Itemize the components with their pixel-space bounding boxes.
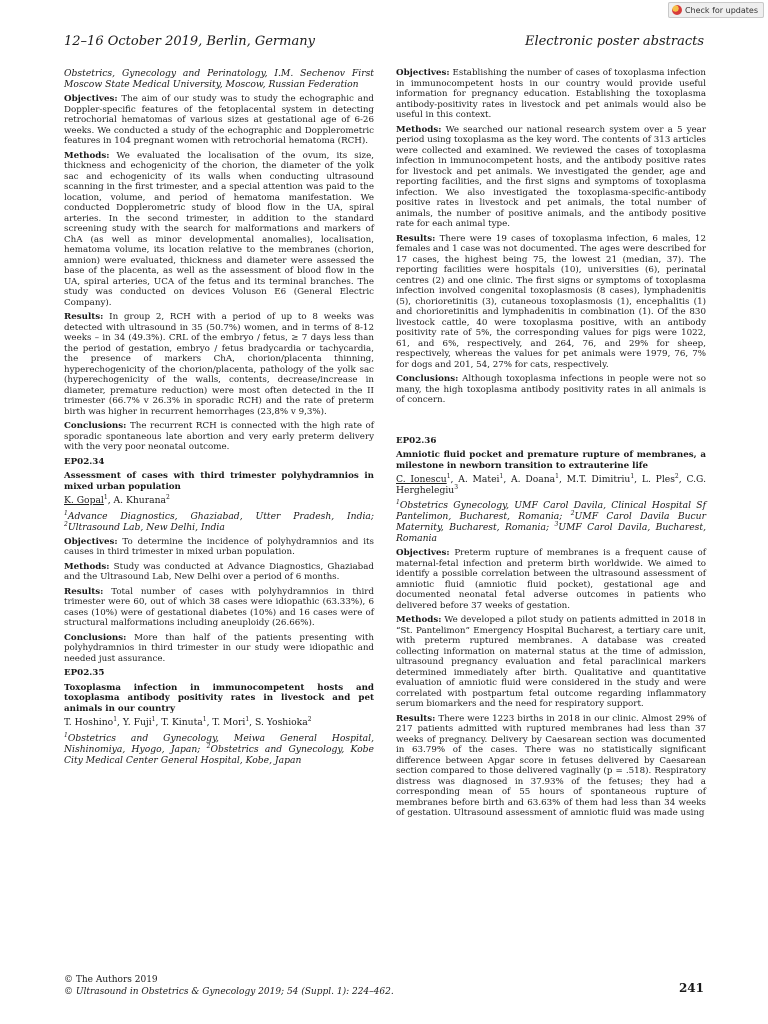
top-affiliation: Obstetrics, Gynecology and Perinatology, I.M. Sechenov First Moscow State Medical University, Moscow, Russian Federation (64, 68, 374, 90)
crossmark-icon (672, 5, 682, 15)
copyright-journal: © Ultrasound in Obstetrics & Gynecology 2019; 54 (Suppl. 1): 224–462. (64, 987, 394, 997)
ep0235-results: Results: There were 19 cases of toxoplasma infection, 6 males, 12 females and 1 case was not documented. The ages were described for 17 cases, the highest being 75, the lowest 21 (median, 37). The reporting facilities were hospitals (10), universities (6), perinatal centres (2) and one clinic. The first signs or symptoms of toxoplasma infection involved congenital toxoplasmosis (8 cases), lymphadenitis (5), chorioretinitis (3), cutaneous toxoplasmosis (1), encephalitis (1) and chorioretinitis and lymphadenitis in combination (1). Of the 830 livestock cattle, 40 were toxoplasma positive, with an antibody positivity rate of 5%, the corresponding values for pigs were 1022, 61, and 6%, respectively, and 264, 76, and 29% for sheep, respectively, whereas the values for pet animals were 1979, 76, 7% for dogs and 201, 54, 27% for cats, respectively. (396, 233, 706, 370)
copyright-authors: © The Authors 2019 (64, 975, 158, 985)
page-footer (64, 974, 704, 998)
affiliations-ep0236: $^1$Obstetrics Gynecology, UMF Carol Davila, Clinical Hospital Sf Pantelimon, Bucharest, Romania; $^2$UMF Carol Davila Bucur Maternity, Bucharest, Romania; $^3$UMF Carol Davila, Bucharest, Romania (396, 498, 706, 544)
ep0234-methods: Methods: Study was conducted at Advance Diagnostics, Ghaziabad and the Ultrasound Lab, New Delhi over a period of 6 months. (64, 561, 374, 582)
ep0235-objectives: Objectives: Establishing the number of cases of toxoplasma infection in immunocompetent hosts in our country would provide useful information for pregnancy education. Establishing the toxoplasma antibody-positivity rates in livestock and pet animals would also be useful in this context. (396, 68, 706, 120)
top-conclusions: Conclusions: The recurrent RCH is connected with the high rate of sporadic spontaneous late abortion and very early preterm delivery with the very poor neonatal outcome. (64, 421, 374, 452)
ep0234-objectives: Objectives: To determine the incidence of polyhydramnios and its causes in third trimester in mixed urban population. (64, 536, 374, 557)
authors-ep0234: K. Gopal$^1$, A. Khurana$^2$ (64, 493, 170, 506)
running-header (64, 34, 704, 49)
affiliations-ep0234: $^1$Advance Diagnostics, Ghaziabad, Utter Pradesh, India; $^2$Ultrasound Lab, New Delhi, India (64, 509, 374, 533)
right-column (396, 68, 706, 823)
ep0235-methods: Methods: We searched our national research system over a 5 year period using toxoplasma as the key word. The contents of 313 articles were collected and examined. We reviewed the cases of toxoplasma infection in immunocompetent hosts, and the antibody positive rates for livestock and pet animals. We investigated the gender, age and reporting facilities, and the first signs and symptoms of toxoplasma infection. We also investigated the toxoplasma-specific-antibody positive rates in livestock and pet animals, the total number of animals, the number of positive animals, and the antibody positive rate for each animal type. (396, 124, 706, 229)
authors-ep0236: C. Ionescu$^1$, A. Matei$^1$, A. Doana$^1$, M.T. Dimitriu$^1$, L. Ples$^2$, C.G. Herghelegiu$^3$ (396, 472, 706, 496)
top-objectives: Objectives: The aim of our study was to study the echographic and Doppler-specific features of the fetoplacental system in detecting retrochorial hematomas of various sizes at gestational age of 6-26 weeks. We conducted a study of the echographic and Dopplerometric features in 104 pregnant women with retrochorial hematoma (RCH). (64, 94, 374, 146)
left-column (64, 68, 374, 770)
abstract-id-ep0234: EP02.34 (64, 456, 105, 467)
ep0235-conclusions: Conclusions: Although toxoplasma infections in people were not so many, the high toxoplasma antibody positivity rates in all animals is of concern. (396, 374, 706, 405)
top-methods: Methods: We evaluated the localisation of the ovum, its size, thickness and echogenicity of the chorion, the diameter of the yolk sac and echogenicity of its walls when conducting ultrasound scanning in the first trimester, and a special attention was paid to the location, volume, and period of hematoma manifestation. We conducted Dopplerometric study of blood flow in the UA, spiral arteries. In the second trimester, in addition to the standard screening study with the search for malformations and markers of ChA (as well as minor developmental anomalies), localisation, hematoma volume, its location relative to the membranes (chorion, amnion) were evaluated, thickness and diameter were assessed the base of the placenta, as well as the assessment of blood flow in the UA, spiral arteries, UCA of the fetus and its terminal branches. The study was conducted on devices Voluson E6 (General Electric Company). (64, 150, 374, 308)
check-for-updates-label: Check for updates (684, 5, 758, 15)
header-conference: 12–16 October 2019, Berlin, Germany (64, 34, 315, 49)
abstract-id-ep0236: EP02.36 (396, 435, 437, 446)
top-results: Results: In group 2, RCH with a period of up to 8 weeks was detected with ultrasound in 35 (50.7%) women, and in terms of 8-12 weeks – in 34 (49.3%). CRL of the embryo / fetus, ≥ 7 days less than the period of gestation, embryo / fetus bradycardia or tachycardia, the presence of markers ChA, chorion/placenta thinning, hyperechogenicity of the chorion/placenta, pathology of the yolk sac (hyperechogenicity of the walls, contents, decrease/increase in diameter, premature reduction) were most often detected in the II trimester (66.7% v 26.3% in sporadic RCH) and the rate of preterm birth was higher in recurrent hemorrhages (23,8% v 9,3%). (64, 312, 375, 417)
abstract-id-ep0235: EP02.35 (64, 668, 105, 678)
page-number: 241 (678, 981, 704, 995)
ep0236-methods: Methods: We developed a pilot study on patients admitted in 2018 in “St. Pantelimon” Emergency Hospital Bucharest, a tertiary care unit, with preterm ruptured membranes. A database was created collecting information on maternal status at the time of admission, ultrasound pregnancy evaluation and fetal paraclinical markers determined immediately after birth. Qualitative and quantitative evaluation of amniotic fluid were considered in the study and were correlated with postpartum fetal outcome regarding inflammatory serum biomarkers and the need for respiratory support. (396, 615, 706, 709)
abstract-title-ep0235: Toxoplasma infection in immunocompetent hosts and toxoplasma antibody positivity rates in livestock and pet animals in our country (64, 682, 374, 714)
ep0234-results: Results: Total number of cases with polyhydramnios in third trimester were 60, out of which 38 cases were idiopathic (63.33%), 6 cases (10%) were of gestational diabetes (10%) and 16 cases were of structural malformations including aneuploidy (26.66%). (64, 586, 375, 628)
abstract-title-ep0236: Amniotic fluid pocket and premature rupture of membranes, a milestone in newborn transition to extrauterine life (396, 450, 706, 471)
abstract-title-ep0234: Assessment of cases with third trimester polyhydramnios in mixed urban population (64, 471, 374, 492)
ep0236-objectives: Objectives: Preterm rupture of membranes is a frequent cause of maternal-fetal infection and preterm birth worldwide. We aimed to identify a possible correlation between the ultrasound assessment of amniotic fluid (amniotic fluid pocket), gestational age and documented neonatal fetal adverse outcomes in patients who delivered before 37 weeks of gestation. (396, 548, 706, 611)
header-section: Electronic poster abstracts (524, 34, 704, 49)
affiliations-ep0235: $^1$Obstetrics and Gynecology, Meiwa General Hospital, Nishinomiya, Hyogo, Japan; $^2$Obstetrics and Gynecology, Kobe City Medical Center General Hospital, Kobe, Japan (64, 731, 374, 766)
ep0236-results: Results: There were 1223 births in 2018 in our clinic. Almost 29% of 217 patients admitted with ruptured membranes had less than 37 weeks of pregnancy. Delivery by Caesarean section was documented in 63.79% of the cases. There was no statistically significant difference between Apgar score in fetuses delivered by Caesarean section compared to those delivered vaginally (p = .518). Respiratory distress was diagnosed in 37.93% of the fetuses; they had a corresponding mean of 55 hours of spontaneous rupture of membranes before birth and 63.63% of them had less than 34 weeks of gestation. Ultrasound assessment of amniotic fluid was made using (396, 713, 707, 818)
authors-ep0235: T. Hoshino$^1$, Y. Fuji$^1$, T. Kinuta$^1$, T. Mori$^1$, S. Yoshioka$^2$ (64, 715, 312, 728)
check-for-updates-button[interactable] (668, 2, 764, 18)
ep0234-conclusions: Conclusions: More than half of the patients presenting with polyhydramnios in third trimester in our study were idiopathic and needed just assurance. (64, 632, 374, 664)
